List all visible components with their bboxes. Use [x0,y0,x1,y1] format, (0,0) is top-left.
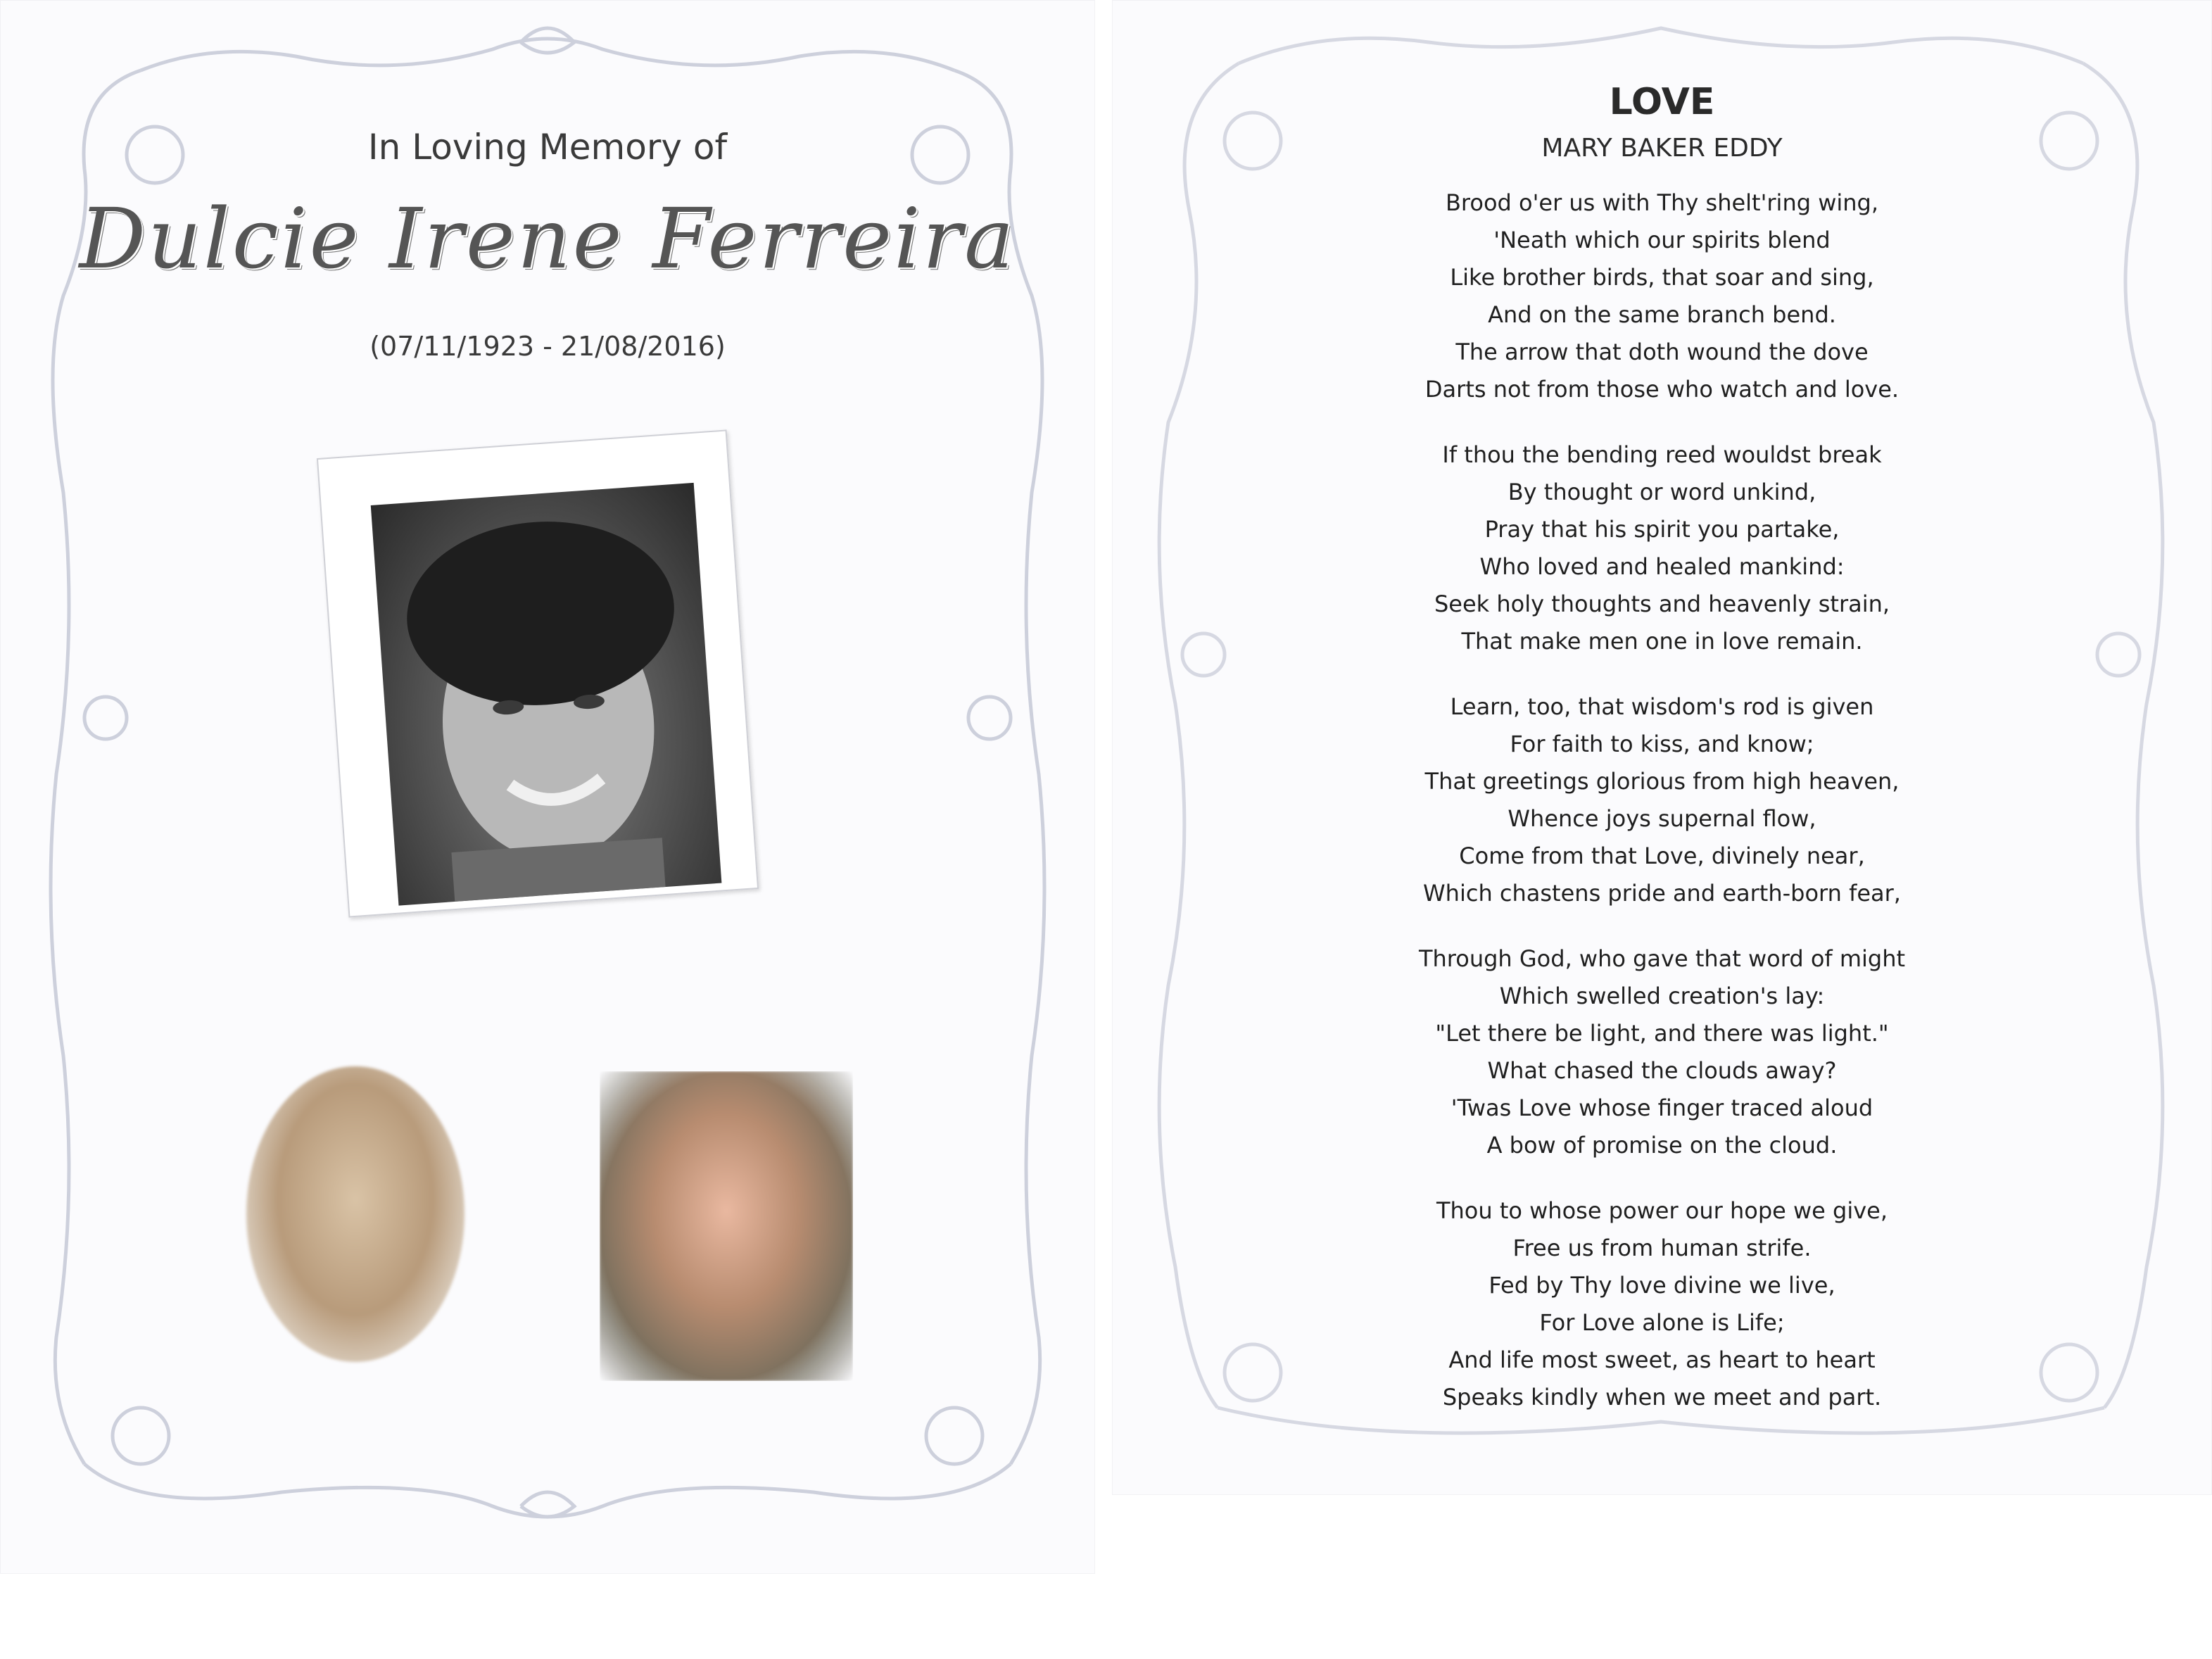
poem-line: Speaks kindly when we meet and part. [1442,1384,1882,1411]
poem-title: LOVE [1609,81,1715,123]
poem-line: Like brother birds, that soar and sing, [1450,264,1874,291]
deceased-name: Dulcie Irene Ferreira [79,190,1016,287]
poem-line: For faith to kiss, and know; [1510,731,1814,757]
portrait-photo [371,483,722,906]
poem-line: That make men one in love remain. [1461,628,1863,655]
poem-line: The arrow that doth wound the dove [1455,339,1869,365]
left-page [0,0,1095,1574]
poem-line: Learn, too, that wisdom's rod is given [1450,693,1874,720]
poem-line: Who loved and healed mankind: [1479,553,1845,580]
poem-line: What chased the clouds away? [1487,1057,1837,1084]
poem-line: If thou the bending reed wouldst break [1442,441,1882,468]
smiling-photo [600,1071,853,1381]
poem-line: Fed by Thy love divine we live, [1489,1272,1835,1299]
poem-line: Seek holy thoughts and heavenly strain, [1434,591,1890,617]
poem-line: And life most sweet, as heart to heart [1448,1346,1876,1373]
portrait-silhouette [371,483,722,906]
stanza [1112,1192,2212,1416]
stanza [1112,940,2212,1164]
poem-line: For Love alone is Life; [1539,1309,1785,1336]
poem-line: 'Neath which our spirits blend [1493,227,1831,253]
poem-line: Which swelled creation's lay: [1499,983,1825,1009]
poem-line: That greetings glorious from high heaven, [1424,768,1900,795]
poem-line: Free us from human strife. [1512,1235,1812,1261]
poem-author: MARY BAKER EDDY [1541,134,1783,163]
oval-photo [246,1066,464,1362]
portrait-photo-card [317,429,759,917]
memory-heading: In Loving Memory of [367,127,728,168]
poem-line: Darts not from those who watch and love. [1424,376,1900,403]
poem-line: Through God, who gave that word of might [1418,945,1906,972]
poem-line: Pray that his spirit you partake, [1484,516,1840,543]
poem-line: And on the same branch bend. [1488,301,1836,328]
poem-body [1112,184,2212,1444]
life-dates: (07/11/1923 - 21/08/2016) [369,331,726,362]
poem-line: Come from that Love, divinely near, [1459,843,1865,869]
poem-line: Brood o'er us with Thy shelt'ring wing, [1445,189,1879,216]
poem-line: A bow of promise on the cloud. [1486,1132,1838,1159]
poem-line: By thought or word unkind, [1508,479,1816,505]
stanza [1112,436,2212,660]
poem-line: 'Twas Love whose finger traced aloud [1451,1095,1873,1121]
stanza [1112,688,2212,912]
stanza [1112,184,2212,408]
right-page [1112,0,2212,1495]
poem-line: Which chastens pride and earth-born fear, [1423,880,1901,907]
poem-line: Thou to whose power our hope we give, [1436,1197,1888,1224]
poem-line: Whence joys supernal flow, [1508,805,1816,832]
poem-line: "Let there be light, and there was light." [1435,1020,1889,1047]
